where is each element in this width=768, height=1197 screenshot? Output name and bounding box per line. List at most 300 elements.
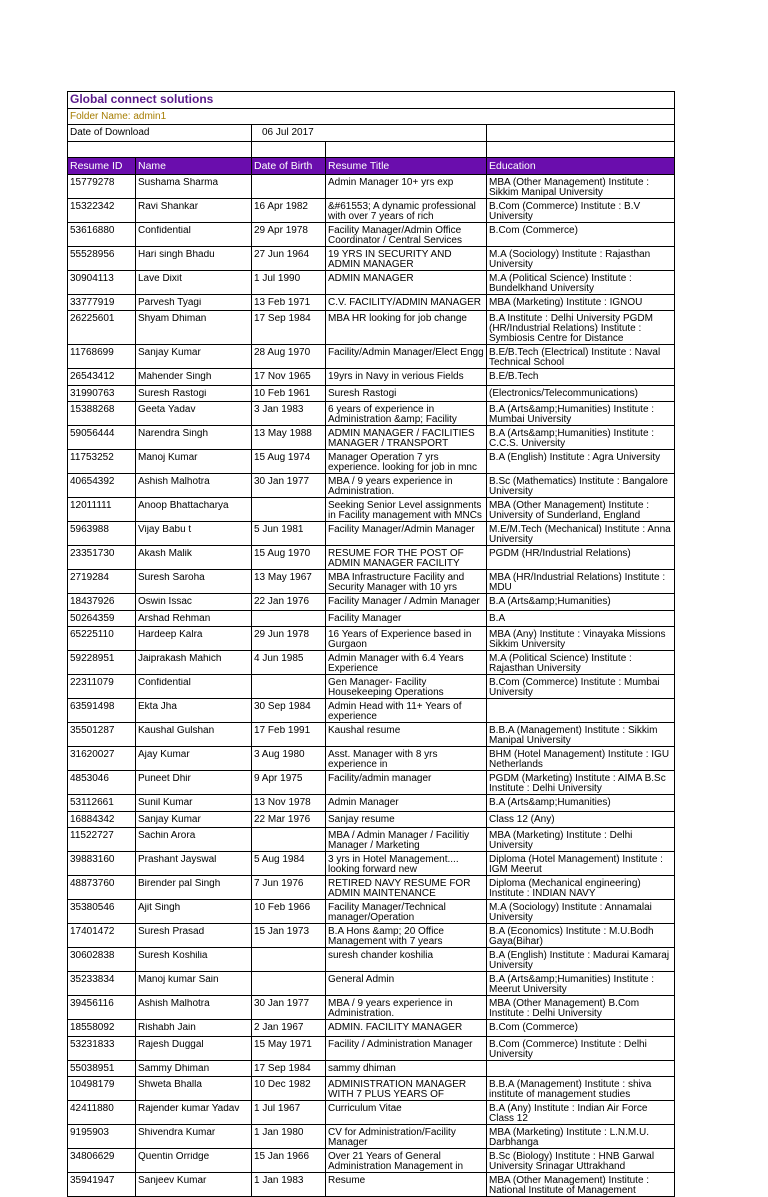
cell-resume-title[interactable] (326, 795, 487, 812)
cell-education[interactable] (487, 948, 675, 972)
cell-resume-id[interactable] (68, 450, 136, 474)
cell-education[interactable] (487, 174, 675, 198)
column-header-resume-id[interactable]: Resume ID (68, 158, 136, 175)
cell-name[interactable] (136, 270, 252, 294)
cell-resume-id[interactable] (68, 246, 136, 270)
cell-resume-id[interactable] (68, 402, 136, 426)
cell-name[interactable] (136, 369, 252, 386)
cell-resume-title[interactable] (326, 1173, 487, 1197)
table-row[interactable] (68, 474, 675, 498)
table-row[interactable] (68, 1036, 675, 1060)
cell-name[interactable] (136, 450, 252, 474)
cell-dob[interactable] (252, 795, 326, 812)
table-row[interactable] (68, 1060, 675, 1077)
cell-dob[interactable] (252, 811, 326, 828)
cell-resume-title[interactable] (326, 610, 487, 627)
cell-dob[interactable] (252, 876, 326, 900)
cell-dob[interactable] (252, 924, 326, 948)
cell-resume-title[interactable] (326, 270, 487, 294)
table-row[interactable] (68, 369, 675, 386)
table-row[interactable] (68, 570, 675, 594)
cell-education[interactable] (487, 1036, 675, 1060)
cell-resume-title[interactable] (326, 1077, 487, 1101)
cell-dob[interactable] (252, 996, 326, 1020)
cell-dob[interactable] (252, 1060, 326, 1077)
table-row[interactable] (68, 450, 675, 474)
cell-resume-id-text: 55038951 (70, 1063, 115, 1074)
cell-dob[interactable] (252, 627, 326, 651)
cell-education[interactable] (487, 747, 675, 771)
cell-dob[interactable] (252, 900, 326, 924)
cell-name[interactable] (136, 1020, 252, 1037)
table-row[interactable] (68, 1077, 675, 1101)
cell-resume-title[interactable] (326, 385, 487, 402)
folder-name: Folder Name: admin1 (68, 108, 675, 125)
cell-resume-title[interactable] (326, 311, 487, 345)
cell-dob[interactable] (252, 198, 326, 222)
table-row[interactable] (68, 828, 675, 852)
cell-resume-title[interactable] (326, 198, 487, 222)
cell-dob[interactable] (252, 570, 326, 594)
cell-resume-title[interactable] (326, 723, 487, 747)
cell-education[interactable] (487, 1125, 675, 1149)
table-row[interactable] (68, 948, 675, 972)
table-row[interactable] (68, 270, 675, 294)
table-row[interactable] (68, 1125, 675, 1149)
cell-education[interactable] (487, 246, 675, 270)
cell-resume-title[interactable] (326, 1020, 487, 1037)
table-row[interactable] (68, 294, 675, 311)
table-row[interactable] (68, 546, 675, 570)
table-row[interactable] (68, 311, 675, 345)
cell-resume-id[interactable] (68, 627, 136, 651)
table-row[interactable] (68, 723, 675, 747)
cell-resume-title[interactable] (326, 1060, 487, 1077)
cell-education[interactable] (487, 924, 675, 948)
cell-name[interactable] (136, 222, 252, 246)
cell-dob[interactable] (252, 246, 326, 270)
cell-resume-title-text: Admin Manager (328, 797, 399, 808)
cell-dob[interactable] (252, 369, 326, 386)
cell-resume-title[interactable] (326, 651, 487, 675)
cell-resume-title-text: ADMIN MANAGER / FACILITIES MANAGER / TRANSPORT (328, 428, 475, 449)
cell-education[interactable] (487, 450, 675, 474)
cell-resume-id[interactable] (68, 699, 136, 723)
cell-dob[interactable] (252, 426, 326, 450)
cell-education[interactable] (487, 594, 675, 611)
cell-resume-id-text: 40654392 (70, 477, 115, 487)
cell-resume-id[interactable] (68, 570, 136, 594)
cell-education[interactable] (487, 385, 675, 402)
cell-name[interactable] (136, 498, 252, 522)
table-row[interactable] (68, 1020, 675, 1037)
cell-education[interactable] (487, 675, 675, 699)
cell-education[interactable] (487, 498, 675, 522)
cell-name[interactable] (136, 1149, 252, 1173)
cell-resume-title[interactable] (326, 675, 487, 699)
cell-resume-id[interactable] (68, 1020, 136, 1037)
cell-resume-title[interactable] (326, 246, 487, 270)
cell-education-text: MBA (Other Management) B.Com Institute : Delhi University (489, 998, 640, 1019)
cell-resume-id[interactable] (68, 852, 136, 876)
cell-resume-title[interactable] (326, 876, 487, 900)
cell-dob[interactable] (252, 723, 326, 747)
table-row[interactable] (68, 498, 675, 522)
cell-dob-text: 27 Jun 1964 (254, 249, 310, 260)
table-row[interactable] (68, 246, 675, 270)
cell-education[interactable] (487, 294, 675, 311)
cell-name[interactable] (136, 522, 252, 546)
table-row[interactable] (68, 426, 675, 450)
cell-resume-id[interactable] (68, 1077, 136, 1101)
cell-education[interactable] (487, 811, 675, 828)
cell-education[interactable] (487, 522, 675, 546)
cell-resume-id[interactable] (68, 369, 136, 386)
cell-resume-title[interactable] (326, 900, 487, 924)
cell-name[interactable] (136, 1173, 252, 1197)
cell-resume-title[interactable] (326, 174, 487, 198)
cell-name[interactable] (136, 811, 252, 828)
cell-name[interactable] (136, 474, 252, 498)
cell-resume-id[interactable] (68, 675, 136, 699)
cell-dob[interactable] (252, 675, 326, 699)
cell-resume-title[interactable] (326, 1036, 487, 1060)
cell-name[interactable] (136, 852, 252, 876)
cell-dob[interactable] (252, 1173, 326, 1197)
cell-name-text: Rajesh Duggal (138, 1039, 204, 1050)
table-row[interactable] (68, 627, 675, 651)
table-row[interactable] (68, 651, 675, 675)
cell-dob[interactable] (252, 610, 326, 627)
cell-education[interactable] (487, 1060, 675, 1077)
table-row[interactable] (68, 1101, 675, 1125)
cell-resume-id[interactable] (68, 795, 136, 812)
cell-education[interactable] (487, 900, 675, 924)
table-row[interactable] (68, 174, 675, 198)
cell-dob[interactable] (252, 1077, 326, 1101)
cell-name-text: Prashant Jayswal (138, 855, 217, 865)
column-header-education[interactable]: Education (487, 158, 675, 175)
cell-dob[interactable] (252, 852, 326, 876)
cell-dob[interactable] (252, 771, 326, 795)
cell-education[interactable] (487, 852, 675, 876)
cell-education-text: MBA (Other Management) Institute : University of Sunderland, England (489, 500, 650, 521)
cell-education[interactable] (487, 771, 675, 795)
table-row[interactable] (68, 385, 675, 402)
cell-name[interactable] (136, 996, 252, 1020)
table-row[interactable] (68, 198, 675, 222)
column-header-resume-title[interactable]: Resume Title (326, 158, 487, 175)
cell-dob[interactable] (252, 1036, 326, 1060)
cell-resume-id[interactable] (68, 1173, 136, 1197)
cell-dob[interactable] (252, 474, 326, 498)
cell-name[interactable] (136, 1125, 252, 1149)
cell-resume-title[interactable] (326, 222, 487, 246)
cell-education[interactable] (487, 610, 675, 627)
cell-resume-id[interactable] (68, 222, 136, 246)
cell-dob[interactable] (252, 972, 326, 996)
cell-resume-title[interactable] (326, 627, 487, 651)
cell-name[interactable] (136, 627, 252, 651)
table-row[interactable] (68, 900, 675, 924)
cell-name[interactable] (136, 828, 252, 852)
table-row[interactable] (68, 876, 675, 900)
cell-dob[interactable] (252, 1020, 326, 1037)
cell-resume-id[interactable] (68, 385, 136, 402)
cell-resume-title[interactable] (326, 345, 487, 369)
cell-dob[interactable] (252, 311, 326, 345)
cell-education[interactable] (487, 198, 675, 222)
cell-resume-title-text: ADMINISTRATION MANAGER WITH 7 PLUS YEARS OF (328, 1079, 467, 1100)
table-row[interactable] (68, 610, 675, 627)
table-row[interactable] (68, 222, 675, 246)
cell-name-text: Sachin Arora (138, 831, 196, 841)
cell-dob[interactable] (252, 522, 326, 546)
cell-resume-id[interactable] (68, 522, 136, 546)
cell-resume-title[interactable] (326, 294, 487, 311)
cell-resume-id[interactable] (68, 546, 136, 570)
cell-resume-title[interactable] (326, 1149, 487, 1173)
table-row[interactable] (68, 594, 675, 611)
cell-resume-title[interactable] (326, 747, 487, 771)
cell-name[interactable] (136, 795, 252, 812)
column-header-name[interactable]: Name (136, 158, 252, 175)
cell-resume-title[interactable] (326, 450, 487, 474)
cell-dob[interactable] (252, 1101, 326, 1125)
cell-name[interactable] (136, 546, 252, 570)
cell-resume-id[interactable] (68, 948, 136, 972)
cell-resume-id[interactable] (68, 498, 136, 522)
cell-resume-title-text: Suresh Rastogi (328, 387, 397, 399)
cell-resume-title[interactable] (326, 972, 487, 996)
cell-resume-title[interactable] (326, 996, 487, 1020)
cell-dob[interactable] (252, 747, 326, 771)
cell-resume-id[interactable] (68, 198, 136, 222)
cell-education[interactable] (487, 1173, 675, 1197)
cell-name[interactable] (136, 876, 252, 900)
cell-dob[interactable] (252, 294, 326, 311)
cell-resume-title[interactable] (326, 948, 487, 972)
cell-resume-title[interactable] (326, 570, 487, 594)
table-row[interactable] (68, 972, 675, 996)
cell-name[interactable] (136, 426, 252, 450)
cell-dob[interactable] (252, 699, 326, 723)
cell-name[interactable] (136, 1060, 252, 1077)
cell-education[interactable] (487, 1020, 675, 1037)
cell-dob[interactable] (252, 450, 326, 474)
cell-dob[interactable] (252, 345, 326, 369)
cell-resume-id[interactable] (68, 474, 136, 498)
cell-education-text: MBA (Marketing) Institute : L.N.M.U. Darbhanga (489, 1127, 650, 1148)
cell-resume-id[interactable] (68, 1101, 136, 1125)
cell-resume-title[interactable] (326, 369, 487, 386)
cell-dob[interactable] (252, 1149, 326, 1173)
cell-resume-id[interactable] (68, 972, 136, 996)
table-row[interactable] (68, 811, 675, 828)
cell-name[interactable] (136, 651, 252, 675)
cell-resume-id[interactable] (68, 996, 136, 1020)
table-row[interactable] (68, 852, 675, 876)
cell-education[interactable] (487, 345, 675, 369)
cell-education[interactable] (487, 1077, 675, 1101)
cell-resume-title[interactable] (326, 924, 487, 948)
cell-name[interactable] (136, 294, 252, 311)
cell-name[interactable] (136, 610, 252, 627)
cell-dob[interactable] (252, 594, 326, 611)
cell-name[interactable] (136, 246, 252, 270)
cell-resume-id[interactable] (68, 1060, 136, 1077)
cell-name[interactable] (136, 198, 252, 222)
table-row[interactable] (68, 1149, 675, 1173)
cell-resume-id[interactable] (68, 900, 136, 924)
cell-name[interactable] (136, 402, 252, 426)
cell-resume-id[interactable] (68, 174, 136, 198)
cell-resume-title[interactable] (326, 811, 487, 828)
table-row[interactable] (68, 771, 675, 795)
cell-education[interactable] (487, 570, 675, 594)
cell-education[interactable] (487, 996, 675, 1020)
cell-dob[interactable] (252, 651, 326, 675)
table-row[interactable] (68, 402, 675, 426)
cell-name[interactable] (136, 345, 252, 369)
cell-education[interactable] (487, 270, 675, 294)
cell-resume-title[interactable] (326, 1125, 487, 1149)
cell-resume-id[interactable] (68, 828, 136, 852)
cell-resume-id[interactable] (68, 294, 136, 311)
cell-education[interactable] (487, 723, 675, 747)
cell-resume-id[interactable] (68, 1036, 136, 1060)
cell-name[interactable] (136, 174, 252, 198)
cell-dob[interactable] (252, 222, 326, 246)
table-row[interactable] (68, 699, 675, 723)
cell-resume-title[interactable] (326, 522, 487, 546)
cell-education[interactable] (487, 651, 675, 675)
cell-education[interactable] (487, 474, 675, 498)
cell-name[interactable] (136, 311, 252, 345)
cell-education[interactable] (487, 402, 675, 426)
cell-name[interactable] (136, 924, 252, 948)
cell-resume-id[interactable] (68, 811, 136, 828)
cell-name[interactable] (136, 1101, 252, 1125)
cell-education[interactable] (487, 426, 675, 450)
cell-name[interactable] (136, 771, 252, 795)
cell-dob[interactable] (252, 948, 326, 972)
cell-dob[interactable] (252, 828, 326, 852)
cell-education[interactable] (487, 222, 675, 246)
cell-education[interactable] (487, 699, 675, 723)
cell-name[interactable] (136, 1077, 252, 1101)
cell-resume-id[interactable] (68, 924, 136, 948)
cell-resume-id[interactable] (68, 345, 136, 369)
cell-resume-title[interactable] (326, 546, 487, 570)
cell-resume-id[interactable] (68, 651, 136, 675)
cell-resume-title[interactable] (326, 474, 487, 498)
cell-name-text: Akash Malik (138, 549, 192, 559)
cell-name[interactable] (136, 900, 252, 924)
cell-resume-id[interactable] (68, 1149, 136, 1173)
cell-dob-text: 10 Feb 1961 (254, 388, 311, 399)
column-header-dob[interactable]: Date of Birth (252, 158, 326, 175)
cell-education[interactable] (487, 828, 675, 852)
cell-dob[interactable] (252, 385, 326, 402)
cell-resume-id[interactable] (68, 426, 136, 450)
cell-dob[interactable] (252, 546, 326, 570)
cell-education-text: B.A (489, 612, 506, 624)
cell-resume-title-text: 16 Years of Experience based in Gurgaon (328, 629, 472, 650)
cell-resume-title[interactable] (326, 402, 487, 426)
cell-resume-title[interactable] (326, 498, 487, 522)
cell-education[interactable] (487, 627, 675, 651)
cell-dob[interactable] (252, 174, 326, 198)
cell-resume-title[interactable] (326, 771, 487, 795)
table-row[interactable] (68, 996, 675, 1020)
cell-name-text: Jaiprakash Mahich (138, 654, 222, 664)
cell-resume-id[interactable] (68, 771, 136, 795)
cell-name[interactable] (136, 972, 252, 996)
cell-education[interactable] (487, 795, 675, 812)
cell-resume-id[interactable] (68, 1125, 136, 1149)
table-row[interactable] (68, 924, 675, 948)
cell-dob-text: 29 Apr 1978 (254, 225, 308, 236)
cell-resume-title[interactable] (326, 426, 487, 450)
cell-education[interactable] (487, 1149, 675, 1173)
cell-name[interactable] (136, 723, 252, 747)
cell-resume-id-text: 53231833 (70, 1039, 115, 1050)
cell-education[interactable] (487, 546, 675, 570)
cell-education[interactable] (487, 876, 675, 900)
cell-resume-title[interactable] (326, 852, 487, 876)
cell-name[interactable] (136, 1036, 252, 1060)
cell-resume-title-text: RESUME FOR THE POST OF ADMIN MANAGER FACILITY (328, 548, 464, 569)
cell-resume-id[interactable] (68, 747, 136, 771)
cell-resume-id[interactable] (68, 876, 136, 900)
cell-name[interactable] (136, 570, 252, 594)
table-row[interactable] (68, 1173, 675, 1197)
table-row[interactable] (68, 675, 675, 699)
cell-resume-title[interactable] (326, 594, 487, 611)
table-row[interactable] (68, 795, 675, 812)
cell-resume-title[interactable] (326, 828, 487, 852)
table-row[interactable] (68, 522, 675, 546)
cell-dob[interactable] (252, 1125, 326, 1149)
cell-name[interactable] (136, 385, 252, 402)
cell-education[interactable] (487, 972, 675, 996)
cell-name[interactable] (136, 948, 252, 972)
cell-resume-title-text: Facility Manager / Admin Manager (328, 596, 480, 607)
cell-resume-id[interactable] (68, 610, 136, 627)
cell-name[interactable] (136, 675, 252, 699)
cell-name[interactable] (136, 594, 252, 611)
cell-resume-title-text: 6 years of experience in Administration &amp; Facility (328, 404, 457, 425)
cell-resume-title[interactable] (326, 699, 487, 723)
cell-education-text: B.Sc (Biology) Institute : HNB Garwal University Srinagar Uttrakhand (489, 1151, 655, 1172)
table-row[interactable] (68, 747, 675, 771)
cell-resume-id[interactable] (68, 723, 136, 747)
cell-education[interactable] (487, 369, 675, 386)
cell-dob[interactable] (252, 498, 326, 522)
cell-resume-id[interactable] (68, 311, 136, 345)
cell-resume-title[interactable] (326, 1101, 487, 1125)
cell-education[interactable] (487, 1101, 675, 1125)
cell-name[interactable] (136, 699, 252, 723)
cell-dob[interactable] (252, 402, 326, 426)
table-row[interactable] (68, 345, 675, 369)
cell-dob[interactable] (252, 270, 326, 294)
cell-resume-id[interactable] (68, 594, 136, 611)
cell-education[interactable] (487, 311, 675, 345)
cell-name[interactable] (136, 747, 252, 771)
cell-resume-id[interactable] (68, 270, 136, 294)
